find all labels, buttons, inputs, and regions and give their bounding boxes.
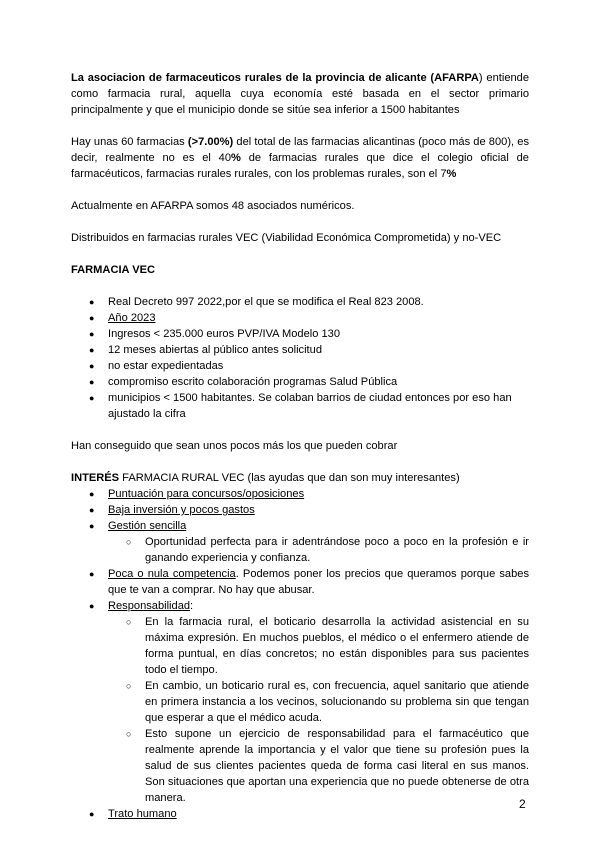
interes-item: ● Gestión sencilla ○ Oportunidad perfecta para ir adentrándose poco a poco en la profesión e ir ganando experiencia y confianza. xyxy=(71,518,529,566)
stats-paragraph xyxy=(71,134,529,182)
circle-bullet-icon: ○ xyxy=(126,729,132,739)
bullet-icon: ● xyxy=(89,393,95,403)
intro-paragraph xyxy=(71,70,529,118)
bullet-icon: ● xyxy=(89,569,95,579)
associates-paragraph: Actualmente en AFARPA somos 48 asociados numéricos. xyxy=(71,200,355,212)
vec-item: ● 12 meses abiertas al público antes solicitud xyxy=(89,344,322,356)
bullet-icon: ● xyxy=(89,297,95,307)
stats-text-2: del total de las farmacias alicantinas (poco más de 800), es decir, realmente no es el 40 xyxy=(71,136,529,164)
stats-text-1: Hay unas 60 farmacias xyxy=(71,136,188,148)
page-number: 2 xyxy=(519,797,526,811)
vec-list xyxy=(71,294,529,422)
vec-item: ● compromiso escrito colaboración programas Salud Pública xyxy=(89,376,398,388)
vec-item: ● municipios < 1500 habitantes. Se colaban barrios de ciudad entonces por eso han ajustado la cifra xyxy=(89,392,512,420)
bullet-icon: ● xyxy=(89,521,95,531)
bullet-icon: ● xyxy=(89,505,95,515)
intro-bold: La asociacion de farmaceuticos rurales de la provincia de alicante (AFARPA xyxy=(71,72,479,84)
bullet-icon: ● xyxy=(89,313,95,323)
circle-bullet-icon: ○ xyxy=(126,681,132,691)
circle-bullet-icon: ○ xyxy=(126,617,132,627)
vec-heading: FARMACIA VEC xyxy=(71,264,156,276)
sub-item: ○ En la farmacia rural, el boticario desarrolla la actividad asistencial en su máxima expresión. En muchos pueblos, el médico o el enfermero atiende de forma puntual, en días concretos; no están disponibles para sus pacientes todo el tiempo. xyxy=(126,616,529,676)
bullet-icon: ● xyxy=(89,361,95,371)
sub-item: ○ Esto supone un ejercicio de responsabilidad para el farmacéutico que realmente aprende la importancia y el valor que tiene su profesión pues la salud de sus clientes pacientes queda de forma casi literal en sus manos. Son situaciones que aportan una experiencia que no puede obtenerse de otra manera. xyxy=(126,728,529,804)
interes-item: ● Trato humano xyxy=(89,808,177,820)
interes-list xyxy=(71,486,529,822)
document-body xyxy=(71,70,529,822)
vec-item: ● Año 2023 xyxy=(89,312,156,324)
bullet-icon: ● xyxy=(89,329,95,339)
bullet-icon: ● xyxy=(89,345,95,355)
bullet-icon: ● xyxy=(89,489,95,499)
sub-list xyxy=(108,534,529,566)
achieved-paragraph: Han conseguido que sean unos pocos más los que pueden cobrar xyxy=(71,440,398,452)
bullet-icon: ● xyxy=(89,809,95,819)
vec-item: ● no estar expedientadas xyxy=(89,360,224,372)
interes-item: ● Puntuación para concursos/oposiciones xyxy=(89,488,305,500)
interes-heading: INTERÉS FARMACIA RURAL VEC (las ayudas que dan son muy interesantes) xyxy=(71,472,460,484)
intro-rest: ) entiende como farmacia rural, aquella cuya economía esté basada en el sector primario principalmente y que el municipio donde se sitúe sea inferior a 1500 habitantes xyxy=(71,72,530,116)
vec-item: ● Real Decreto 997 2022,por el que se modifica el Real 823 2008. xyxy=(89,296,424,308)
stats-bold-1: (>7.00%) xyxy=(187,136,234,148)
distribution-paragraph: Distribuidos en farmacias rurales VEC (Viabilidad Económica Comprometida) y no-VEC xyxy=(71,232,502,244)
sub-item: ○ En cambio, un boticario rural es, con frecuencia, aquel sanitario que atiende en primera instancia a los vecinos, solucionando su problema sin que tengan que esperar a que el médico acuda. xyxy=(126,680,529,724)
bullet-icon: ● xyxy=(89,601,95,611)
interes-item: ● Poca o nula competencia. Podemos poner los precios que queramos porque sabes que te van a comprar. No hay que abusar. xyxy=(89,568,529,596)
interes-item: ● Responsabilidad: ○ En la farmacia rural, el boticario desarrolla la actividad asistencial en su máxima expresión. En muchos pueblos, el médico o el enfermero atiende de forma puntual, en días concretos; no están disponibles para sus pacientes todo el tiempo. ○ En cambio, un boticario rural es, con frecuencia, aquel sanitario que atiende en primera instancia a los vecinos, solucionando su problema sin que tengan que esperar a que el médico acuda. ○ Esto supone un ejercicio de responsabilidad para el farmacéutico que realmente aprende la importancia y el valor que tiene su profesión pues la salud de sus clientes pacientes queda de forma casi literal en sus manos. Son situaciones que aportan una experiencia que no puede obtenerse de otra manera. xyxy=(71,598,529,806)
stats-bold-3: % xyxy=(446,168,457,180)
sub-list xyxy=(108,614,529,806)
stats-text-3: de farmacias rurales que dice el colegio oficial de farmacéuticos, farmacias rurales rurales, con los problemas rurales, son el 7 xyxy=(71,152,529,180)
stats-bold-2: % xyxy=(231,152,241,164)
sub-item: ○ Oportunidad perfecta para ir adentrándose poco a poco en la profesión e ir ganando experiencia y confianza. xyxy=(126,536,529,564)
circle-bullet-icon: ○ xyxy=(126,537,132,547)
bullet-icon: ● xyxy=(89,377,95,387)
interes-item: ● Baja inversión y pocos gastos xyxy=(89,504,255,516)
vec-item: ● Ingresos < 235.000 euros PVP/IVA Modelo 130 xyxy=(89,328,340,340)
